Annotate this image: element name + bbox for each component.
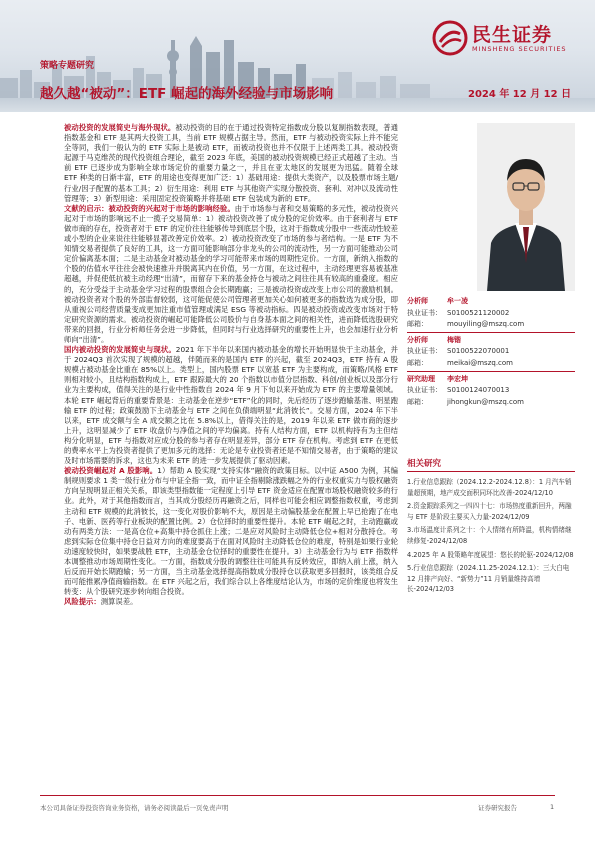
footer-divider bbox=[40, 795, 555, 796]
analyst-role: 研究助理 bbox=[407, 374, 435, 383]
email-link[interactable]: meikai@mszq.com bbox=[447, 358, 513, 367]
logo-mark-icon bbox=[432, 20, 468, 56]
paragraph-text: 被动投资的目的在于通过投资特定指数成分股以复制指数表现，普通指数基金和 ETF 是其两大投资工具，当前 ETF 规模占据主导。然而，ETF 与被动投资实际上并不能完全等同，我们一般认为的 ETF 实际上是被动 ETF，而被动投资也并不仅限于上述两类工具。被动投资起源于马克维茨的现代投资组合理论，截至 2023 年底，美国的被动投资规模已经正式超越了主动。当前 ETF 已逐步成为影响全球市场定价的重要力量之一，并且在亚太地区的发展更为迅猛。随着全球 ETF 种类的日渐丰富，ETF 的用途也变得更加广泛：1）基础用途：提供大类资产，以及股票市场主题/行业/因子配置的基本工具；2）衍生用途：利用 ETF 与其他资产实现分散投资、套利、对冲以及流动性管理等；3）新型用途：采用固定投资策略并将基础 ETF 包装成为新的 ETF。 bbox=[64, 123, 398, 203]
company-logo bbox=[432, 18, 582, 60]
analyst-name: 牟一凌 bbox=[447, 297, 468, 305]
summary-body bbox=[64, 123, 398, 787]
summary-paragraph bbox=[64, 466, 398, 597]
email-label: 邮箱： bbox=[407, 358, 428, 367]
analyst-name: 梅锴 bbox=[447, 335, 461, 344]
report-type-label: 策略专题研究 bbox=[40, 61, 95, 71]
related-research bbox=[407, 457, 575, 598]
analyst-photo bbox=[477, 123, 575, 291]
paragraph-text: 由于市场参与者和交易策略的多元性，被动投资兴起对于市场的影响远不止一揽子交易简单：1）被动投资改善了成分股的定价效率。由于套利者与 ETF 做市商的存在，投资者对于 ETF 的定价往往能够传导到底层个股，这对于指数成分股中一些流动性较差或小型的企业来说往往能够显著改善定价效率。2）被动投资改变了市场的参与者结构。一是 ETF 为不知情交易者提供了良好的工具，这一方面可能影响部分非龙头的公司的流动性，另一方面可能推动公司定价偏离基本面；二是主动基金对被动基金的学习可能带来市场的周期性定价。一方面，新纳入指数的个股的估值水平往往会被快速推升并脱离其内在价值，另一方面，在这过程中，主动经理更容易被基准超越，并促使低抗被主动经理“出清”，而留存下来的基金持仓与被动之间往往具有较高的重叠度。相应的，充分受益于主动基金学习过程的股票组合会长期跑赢；三是被动投资或改变上市公司的激励机制。被动投资者对个股的外部监督较弱，这可能促使公司管理者更加关心如何被更多的指数选为成分股，即从重视公司经营质量变成更加注重市值管理或满足 ESG 等被动指标。四是被动投资或改变市场对于特定研究资源的需求。被动投资的崛起可能降低公司股价与自身基本面之间的相关性，进而降低选股研究带来的回报，行业分析师任务会进一步降低，但同时与行业选择研究的重要性上升，也会加速行业分析师向“出清”。 bbox=[64, 203, 398, 344]
risk-heading: 风险提示： bbox=[64, 597, 101, 607]
risk-paragraph bbox=[64, 597, 398, 607]
report-title: 越久越“被动”：ETF 崛起的海外经验与市场影响 bbox=[40, 86, 334, 102]
logo-text-en: MINSHENG SECURITIES bbox=[472, 45, 567, 53]
page-number: 1 bbox=[550, 803, 555, 811]
cert-number: S0100521120002 bbox=[447, 308, 510, 317]
cert-label: 执业证书： bbox=[407, 347, 442, 356]
paragraph-heading: 被动投资崛起对 A 股影响。 bbox=[64, 466, 158, 476]
analyst-name: 李宏坤 bbox=[447, 374, 468, 383]
summary-paragraph bbox=[64, 123, 398, 204]
summary-paragraph bbox=[64, 345, 398, 466]
related-research-item[interactable]: 5.行业信息跟踪（2024.11.25-2024.12.1）：三大白电 12 月排产向好、“新势力”11 月销量维持高增长-2024/12/03 bbox=[407, 564, 570, 594]
paragraph-heading: 国内被动投资的发展简史与现状。 bbox=[64, 345, 176, 355]
email-label: 邮箱： bbox=[407, 320, 428, 329]
analyst-role: 分析师 bbox=[407, 297, 428, 305]
analyst-portrait-image bbox=[477, 123, 575, 291]
cert-label: 执业证书： bbox=[407, 308, 442, 317]
divider bbox=[407, 371, 575, 372]
risk-text: 测算误差。 bbox=[100, 597, 138, 607]
email-label: 邮箱： bbox=[407, 397, 428, 406]
paragraph-text: 1）帮助 A 股实现“支持实体”融资的政策目标。以中证 A500 为例，其编制规则要求 1 类一级行业分布与中证全指一致，而中证全指剔除涨跌幅之外的行业权重实力与股权融资方向呈现明显正相关关系，即该类型指数能一定程度上引导 ETF 资金适应在配置市场股权融资较多的行业。此外，对于其他指数而言，当其成分股经历再融资之后，同样也可能会相应调整指数权重，考虑到主动和 ETF 规模的此消彼长，这一变化对股价影响不大，原因是主动偏股基金在配置上早已抢跑了在电子、电新、医药等行业板块的配置比例。2）仓位择时的重要性提升。本轮 ETF 崛起之时，主动跑赢或动有两类方法：一是高仓位+高集中持仓抓住上涨；二是应对风险时主动降低仓位+相对分散持仓。考虑到实际仓位集中持仓日益对方向的难度要高于在面对风险时主动降低仓位的难度，特别是如果行业轮动速度较快时，如果要战胜 ETF，主动基金仓位择时的重要性在提升。3）主动基金行为与 ETF 指数样本调整推动市场周期性变化。一方面，指数成分股的调整往往可能具有反转效应，即纳入前上涨，纳入后反而开始长期跑输；另一方面，当主动基金选择提高指数成分股持仓以获取更多回报时，该类组合反而可能推累净值商输指数。在 ETF 兴起之后，我们综合以上各维度结论认为，市场的定价维度也将发生转变：从个股研究逐步转向组合投资。 bbox=[64, 466, 398, 597]
related-research-item[interactable]: 3.市场温度计系列之十：个人情绪有所降温，机构情绪继续修复-2024/12/08 bbox=[407, 526, 572, 545]
related-research-item[interactable]: 1.行业信息跟踪（2024.12.2-2024.12.8）：1 月汽车销量超预期，地产成交面积同环比改善-2024/12/10 bbox=[407, 478, 572, 497]
logo-text-cn: 民生证券 bbox=[472, 24, 553, 46]
cert-label: 执业证书： bbox=[407, 386, 442, 395]
cert-number: S0100522070001 bbox=[447, 347, 510, 356]
footer-disclaimer: 本公司具备证券投资咨询业务资格，请务必阅读最后一页免责声明 bbox=[40, 804, 229, 812]
footer-doc-type: 证券研究报告 bbox=[478, 804, 517, 812]
analyst-role: 分析师 bbox=[407, 335, 428, 344]
related-research-heading: 相关研究 bbox=[407, 457, 575, 472]
email-link[interactable]: jihongkun@mszq.com bbox=[447, 397, 524, 406]
divider bbox=[407, 332, 575, 333]
analyst-block bbox=[407, 374, 575, 409]
paragraph-heading: 被动投资的发展简史与海外现状。 bbox=[64, 123, 176, 132]
analyst-block bbox=[407, 335, 575, 370]
email-link[interactable]: mouyiling@mszq.com bbox=[447, 320, 525, 329]
paragraph-heading: 文献的启示：被动投资的兴起对于市场的影响经验。 bbox=[64, 203, 235, 213]
paragraph-text: 2021 年下半年以来国内被动基金的增长开始明显快于主动基金，并于 2024Q3 首次实现了规模的超越，伴随而来的是国内 ETF 的兴起，截至 2024Q3，ETF 持有 A 股规模占被动基金比重在 85%以上。类型上，国内股票 ETF 以宽基 ETF 为主要构成，而策略/风格 ETF 则相对较小，且结构指数构成上，ETF 跟踪最大的 20 个指数以市值分层指数、科创/创业板以及部分行业为主要构成，值得关注的是行业中性指数自 2024 年 9 月下旬以来开始成为 ETF 的主要增量领域。本轮 ETF 崛起背后的重要背景是：主动基金在逆步“ETF”化的同时，先后经历了逐步跑输基准、明星跑输 ETF 的过程；政策鼓励下主动基金与 ETF 之间在负债端明显“此消彼长”。交易方面，2024 年下半以来，ETF 成交额与全 A 成交额之比在 5.8%以上，借得关注的是，2019 年以来 ETF 做市商的逐步上升，这明显减少了 ETF 收盘价与净值之间的平均偏离。持有人结构方面，ETF 以机构持有为主但结构分化明显，ETF 与指数对应成分股的参与者存在明显差异，部分 ETF 存在机构。考虑到 ETF 在更低的费率水平上为投资者提供了更加多元的选择：无论是专业投资者还是不知情交易者，由于策略的建议及时市场需要的诉求，这也为未来 ETF 的进一步发展提供了驱动因素。 bbox=[64, 345, 398, 466]
related-research-item[interactable]: 2.资金跟踪系列之一四四十七：市场热度重新回升，两融与 ETF 是阶段主要买入力量-2024/12/09 bbox=[407, 502, 572, 521]
header-banner bbox=[0, 0, 595, 112]
report-date: 2024 年 12 月 12 日 bbox=[468, 89, 572, 100]
summary-paragraph bbox=[64, 204, 398, 345]
analyst-info bbox=[407, 296, 575, 408]
cert-number: S0100124070013 bbox=[447, 386, 510, 395]
related-research-list bbox=[407, 477, 575, 595]
analyst-block bbox=[407, 296, 575, 331]
related-research-item[interactable]: 4.2025 年 A 股策略年度展望：悠长的轮驱-2024/12/08 bbox=[407, 550, 574, 559]
